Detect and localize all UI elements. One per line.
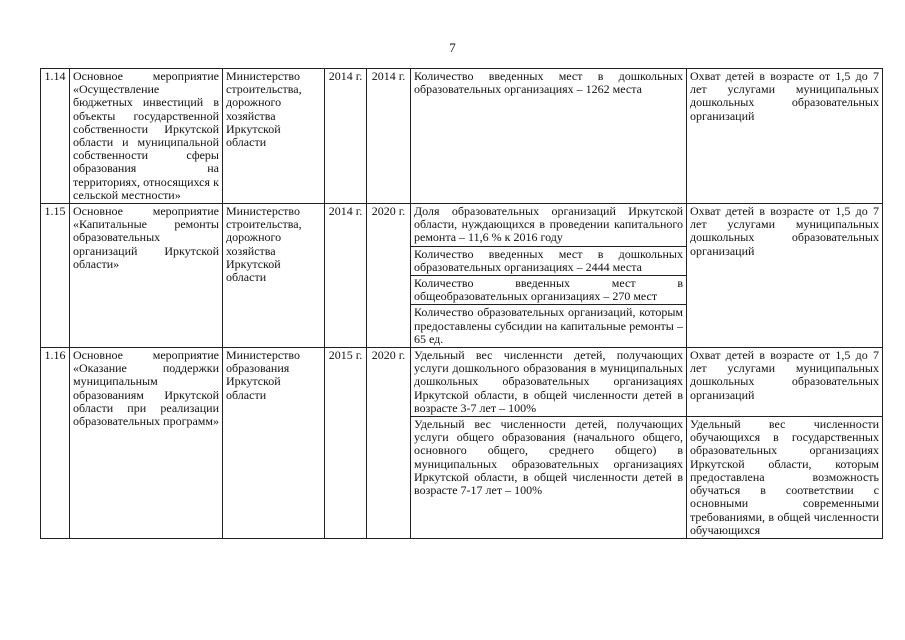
event-name: Основное мероприятие «Капитальные ремонты образовательных организаций Иркутской области»: [70, 204, 223, 348]
indicator-cell: Удельный вес численности детей, получающих услуги общего образования (начального общего, основного общего, среднего общего) в муниципальных образовательных организациях Иркутской области, в общей численности детей в возрасте 7-17 лет – 100%: [411, 417, 687, 539]
indicator-cell: Количество образовательных организаций, которым предоставлены субсидии на капитальные ремонты – 65 ед.: [411, 305, 687, 348]
executor: Министерство строительства, дорожного хозяйства Иркутской области: [223, 69, 325, 204]
indicator-cell: Количество введенных мест в дошкольных образовательных организациях – 1262 места: [411, 69, 687, 204]
table-row: [41, 204, 883, 247]
program-activities-table: [40, 68, 883, 539]
item-number: 1.16: [41, 348, 70, 539]
item-number: 1.15: [41, 204, 70, 348]
result-cell: Удельный вес численности обучающихся в государственных образовательных организациях Иркутской области, которым предоставлена возможность обучаться в соответствии с основными современными требованиями, в общей численности обучающихся: [687, 417, 883, 539]
start-year: 2015 г.: [325, 348, 367, 539]
table-row: [41, 348, 883, 417]
table-row: [41, 69, 883, 204]
event-name: Основное мероприятие «Оказание поддержки муниципальным образованиям Иркутской области при реализации образовательных программ»: [70, 348, 223, 539]
end-year: 2014 г.: [367, 69, 411, 204]
indicator-cell: Количество введенных мест в общеобразовательных организациях – 270 мест: [411, 276, 687, 305]
start-year: 2014 г.: [325, 204, 367, 348]
result-cell: Охват детей в возрасте от 1,5 до 7 лет услугами муниципальных дошкольных образовательных организаций: [687, 348, 883, 417]
result-cell: Охват детей в возрасте от 1,5 до 7 лет услугами муниципальных дошкольных образовательных организаций: [687, 69, 883, 204]
result-cell: Охват детей в возрасте от 1,5 до 7 лет услугами муниципальных дошкольных образовательных организаций: [687, 204, 883, 348]
indicator-cell: Количество введенных мест в дошкольных образовательных организациях – 2444 места: [411, 246, 687, 275]
start-year: 2014 г.: [325, 69, 367, 204]
event-name: Основное мероприятие «Осуществление бюджетных инвестиций в объекты государственной собственности Иркутской области и муниципальной собственности сферы образования на территориях, относящихся к сельской местности»: [70, 69, 223, 204]
executor: Министерство образования Иркутской области: [223, 348, 325, 539]
indicator-cell: Удельный вес численнсти детей, получающих услуги дошкольного образования в муниципальных дошкольных образовательных организациях Иркутской области, в общей численности детей в возрасте 3-7 лет – 100%: [411, 348, 687, 417]
item-number: 1.14: [41, 69, 70, 204]
page-number: 7: [449, 40, 456, 55]
executor: Министерство строительства, дорожного хозяйства Иркутской области: [223, 204, 325, 348]
end-year: 2020 г.: [367, 348, 411, 539]
indicator-cell: Доля образовательных организаций Иркутской области, нуждающихся в проведении капитального ремонта – 11,6 % к 2016 году: [411, 204, 687, 247]
end-year: 2020 г.: [367, 204, 411, 348]
